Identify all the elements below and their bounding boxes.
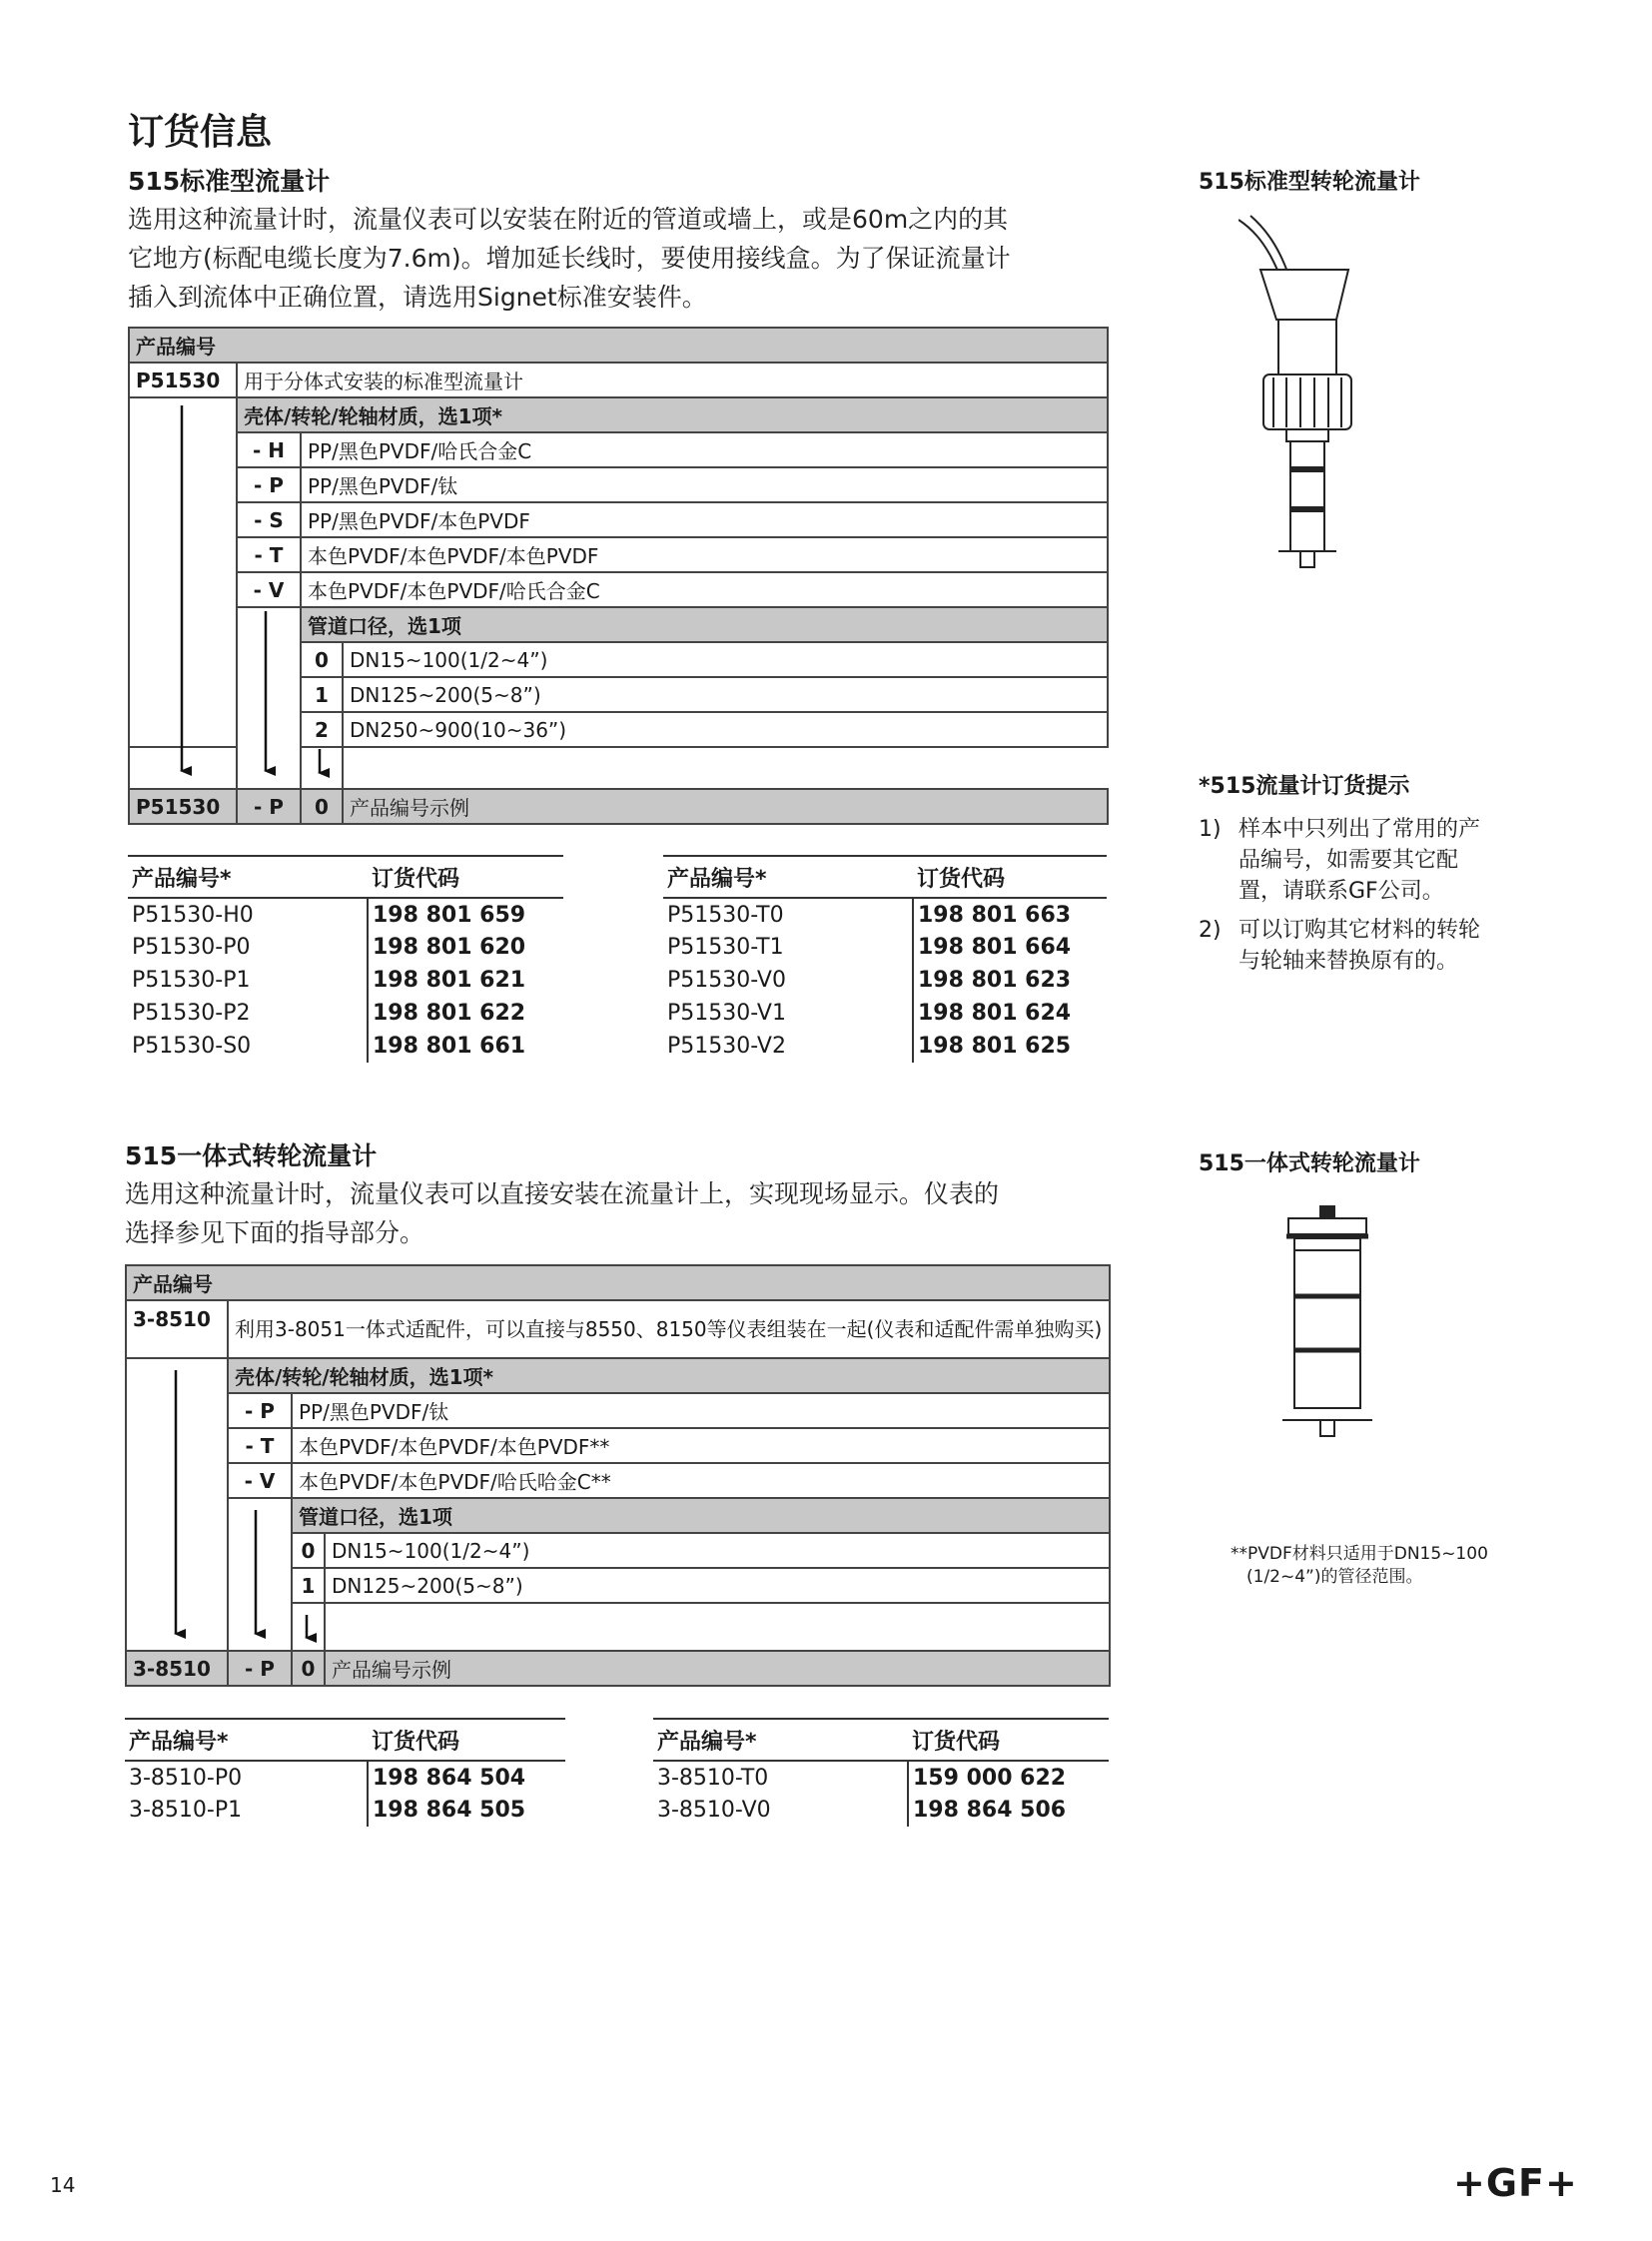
order-code: 198 801 624 (913, 997, 1107, 1030)
material-code: - H (237, 432, 301, 467)
page-number: 14 (50, 2173, 76, 2197)
material-code: - V (237, 572, 301, 607)
example-label: 产品编号示例 (343, 789, 1108, 824)
note-line: (1/2~4”)的管径范围。 (1246, 1567, 1423, 1587)
example-code-3: 0 (292, 1651, 325, 1686)
pipe-code: 1 (301, 677, 343, 712)
base-code: P51530 (129, 363, 237, 397)
material-code: - P (228, 1393, 292, 1428)
example-code-2: - P (228, 1651, 292, 1686)
arrow-column-3 (129, 747, 237, 789)
arrow-column-1 (126, 1358, 228, 1651)
part-number: 3-8510-P1 (129, 1798, 243, 1823)
sidebar2-figure-caption: 515一体式转轮流量计 (1199, 1151, 1420, 1176)
material-desc: PP/黑色PVDF/钛 (301, 467, 1108, 502)
material-code: - T (228, 1428, 292, 1463)
section1-config-table (128, 327, 1109, 825)
col-header-order-code: 订货代码 (913, 856, 1107, 898)
note-item (1199, 915, 1538, 977)
pipe-desc: DN125~200(5~8”) (325, 1568, 1110, 1603)
paragraph-line: 选用这种流量计时，流量仪表可以安装在附近的管道或墙上，或是60m之内的其 (128, 205, 1009, 234)
pipe-desc: DN125~200(5~8”) (343, 677, 1108, 712)
table-row (663, 931, 1107, 964)
part-number: 3-8510-P0 (129, 1765, 243, 1791)
example-code-2: - P (237, 789, 301, 824)
section1-order-table-left (128, 855, 563, 1063)
order-code: 198 801 622 (368, 997, 563, 1030)
material-desc: PP/黑色PVDF/钛 (292, 1393, 1110, 1428)
material-code: - S (237, 502, 301, 537)
note-line: 样本中只列出了常用的产 (1239, 817, 1481, 842)
note-line: **PVDF材料只适用于DN15~100 (1231, 1544, 1488, 1564)
pipe-desc: DN15~100(1/2~4”) (325, 1533, 1110, 1568)
material-desc: 本色PVDF/本色PVDF/本色PVDF** (292, 1428, 1110, 1463)
sidebar1-figure-caption: 515标准型转轮流量计 (1199, 170, 1420, 195)
table-row (128, 964, 563, 997)
table-row (663, 898, 1107, 931)
col-header-part-number: 产品编号* (663, 856, 913, 898)
arrow-column-2 (237, 607, 301, 789)
table-row (125, 1761, 565, 1794)
material-desc: 本色PVDF/本色PVDF/哈氏合金C (301, 572, 1108, 607)
pipe-code: 2 (301, 712, 343, 747)
material-desc: PP/黑色PVDF/哈氏合金C (301, 432, 1108, 467)
config-header: 产品编号 (129, 328, 1108, 363)
order-code: 198 801 620 (368, 931, 563, 964)
order-code: 198 864 506 (908, 1794, 1109, 1827)
table-row (128, 898, 563, 931)
col-header-order-code: 订货代码 (908, 1719, 1109, 1761)
table-row (128, 997, 563, 1030)
pipe-code: 0 (292, 1533, 325, 1568)
material-desc: 本色PVDF/本色PVDF/哈氏哈金C** (292, 1463, 1110, 1498)
pipe-desc: DN15~100(1/2~4”) (343, 642, 1108, 677)
part-number: 3-8510-V0 (657, 1798, 771, 1823)
part-number: P51530-S0 (132, 1034, 252, 1059)
base-description: 利用3-8051一体式适配件，可以直接与8550、8150等仪表组装在一起(仪表和适配件需单独购买) (228, 1300, 1110, 1358)
order-code: 198 864 505 (368, 1794, 565, 1827)
paragraph-line: 插入到流体中正确位置，请选用Signet标准安装件。 (128, 283, 707, 312)
table-row (663, 997, 1107, 1030)
brand-logo: +GF+ (1453, 2161, 1578, 2205)
order-code: 198 801 659 (368, 898, 563, 931)
table-row (125, 1794, 565, 1827)
section1-paragraph (128, 200, 1011, 317)
pipe-code: 1 (292, 1568, 325, 1603)
col-header-part-number: 产品编号* (128, 856, 368, 898)
part-number: P51530-T1 (667, 935, 784, 960)
order-code: 198 864 504 (368, 1761, 565, 1794)
part-number: P51530-V1 (667, 1001, 786, 1026)
material-desc: PP/黑色PVDF/本色PVDF (301, 502, 1108, 537)
material-header: 壳体/转轮/轮轴材质，选1项* (228, 1358, 1110, 1393)
table-row (653, 1761, 1109, 1794)
example-label: 产品编号示例 (325, 1651, 1110, 1686)
pipe-code: 0 (301, 642, 343, 677)
section2-order-table-left (125, 1718, 565, 1827)
part-number: P51530-V2 (667, 1034, 786, 1059)
section2-config-table (125, 1264, 1111, 1687)
pipe-header: 管道口径，选1项 (301, 607, 1108, 642)
base-description: 用于分体式安装的标准型流量计 (237, 363, 1108, 397)
note-line: 品编号，如需要其它配 (1239, 848, 1459, 873)
note-number: 2) (1199, 918, 1222, 943)
section2-order-table-right (653, 1718, 1109, 1827)
part-number: P51530-P0 (132, 935, 251, 960)
order-code: 198 801 663 (913, 898, 1107, 931)
col-header-part-number: 产品编号* (653, 1719, 908, 1761)
example-code-3: 0 (301, 789, 343, 824)
base-code: 3-8510 (126, 1300, 228, 1358)
paragraph-line: 选择参见下面的指导部分。 (125, 1218, 425, 1247)
col-header-part-number: 产品编号* (125, 1719, 368, 1761)
material-code: - V (228, 1463, 292, 1498)
order-code: 198 801 661 (368, 1030, 563, 1063)
section2-paragraph (125, 1174, 999, 1252)
arrow-column-2 (228, 1498, 292, 1651)
page-title: 订货信息 (128, 112, 273, 153)
note-line: 置，请联系GF公司。 (1239, 879, 1444, 904)
empty-cell (301, 747, 343, 789)
order-code: 198 801 664 (913, 931, 1107, 964)
note-line: 可以订购其它材料的转轮 (1239, 918, 1481, 943)
sidebar1-notes (1199, 814, 1538, 985)
part-number: P51530-P1 (132, 968, 251, 993)
note-number: 1) (1199, 817, 1222, 842)
arrow-column-1 (129, 397, 237, 747)
order-code: 198 801 621 (368, 964, 563, 997)
col-header-order-code: 订货代码 (368, 1719, 565, 1761)
order-code: 159 000 622 (908, 1761, 1109, 1794)
note-item (1199, 814, 1538, 907)
table-row (663, 964, 1107, 997)
part-number: P51530-T0 (667, 902, 784, 928)
flowmeter-illustration (1239, 210, 1378, 579)
part-number: P51530-V0 (667, 968, 786, 993)
pipe-desc: DN250~900(10~36”) (343, 712, 1108, 747)
material-code: - P (237, 467, 301, 502)
table-row (128, 1030, 563, 1063)
order-code: 198 801 623 (913, 964, 1107, 997)
section1-order-table-right (663, 855, 1107, 1063)
material-header: 壳体/转轮/轮轴材质，选1项* (237, 397, 1108, 432)
part-number: 3-8510-T0 (657, 1765, 769, 1791)
sidebar1-notes-title: *515流量计订货提示 (1199, 774, 1410, 799)
table-row (663, 1030, 1107, 1063)
empty-cell (325, 1603, 1110, 1651)
part-number: P51530-P2 (132, 1001, 251, 1026)
material-code: - T (237, 537, 301, 572)
pipe-header: 管道口径，选1项 (292, 1498, 1110, 1533)
paragraph-line: 它地方(标配电缆长度为7.6m)。增加延长线时，要使用接线盒。为了保证流量计 (128, 244, 1011, 273)
order-code: 198 801 625 (913, 1030, 1107, 1063)
section2-heading: 515一体式转轮流量计 (125, 1141, 378, 1170)
config-header: 产品编号 (126, 1265, 1110, 1300)
integral-flowmeter-illustration (1268, 1198, 1388, 1448)
section1-heading: 515标准型流量计 (128, 167, 331, 196)
sidebar2-note (1231, 1543, 1488, 1589)
note-line: 与轮轴来替换原有的。 (1239, 949, 1459, 974)
example-code-1: 3-8510 (126, 1651, 228, 1686)
material-desc: 本色PVDF/本色PVDF/本色PVDF (301, 537, 1108, 572)
part-number: P51530-H0 (132, 902, 254, 928)
arrow-column-3 (292, 1603, 325, 1651)
col-header-order-code: 订货代码 (368, 856, 563, 898)
paragraph-line: 选用这种流量计时，流量仪表可以直接安装在流量计上，实现现场显示。仪表的 (125, 1179, 1000, 1208)
example-code-1: P51530 (129, 789, 237, 824)
table-row (653, 1794, 1109, 1827)
table-row (128, 931, 563, 964)
